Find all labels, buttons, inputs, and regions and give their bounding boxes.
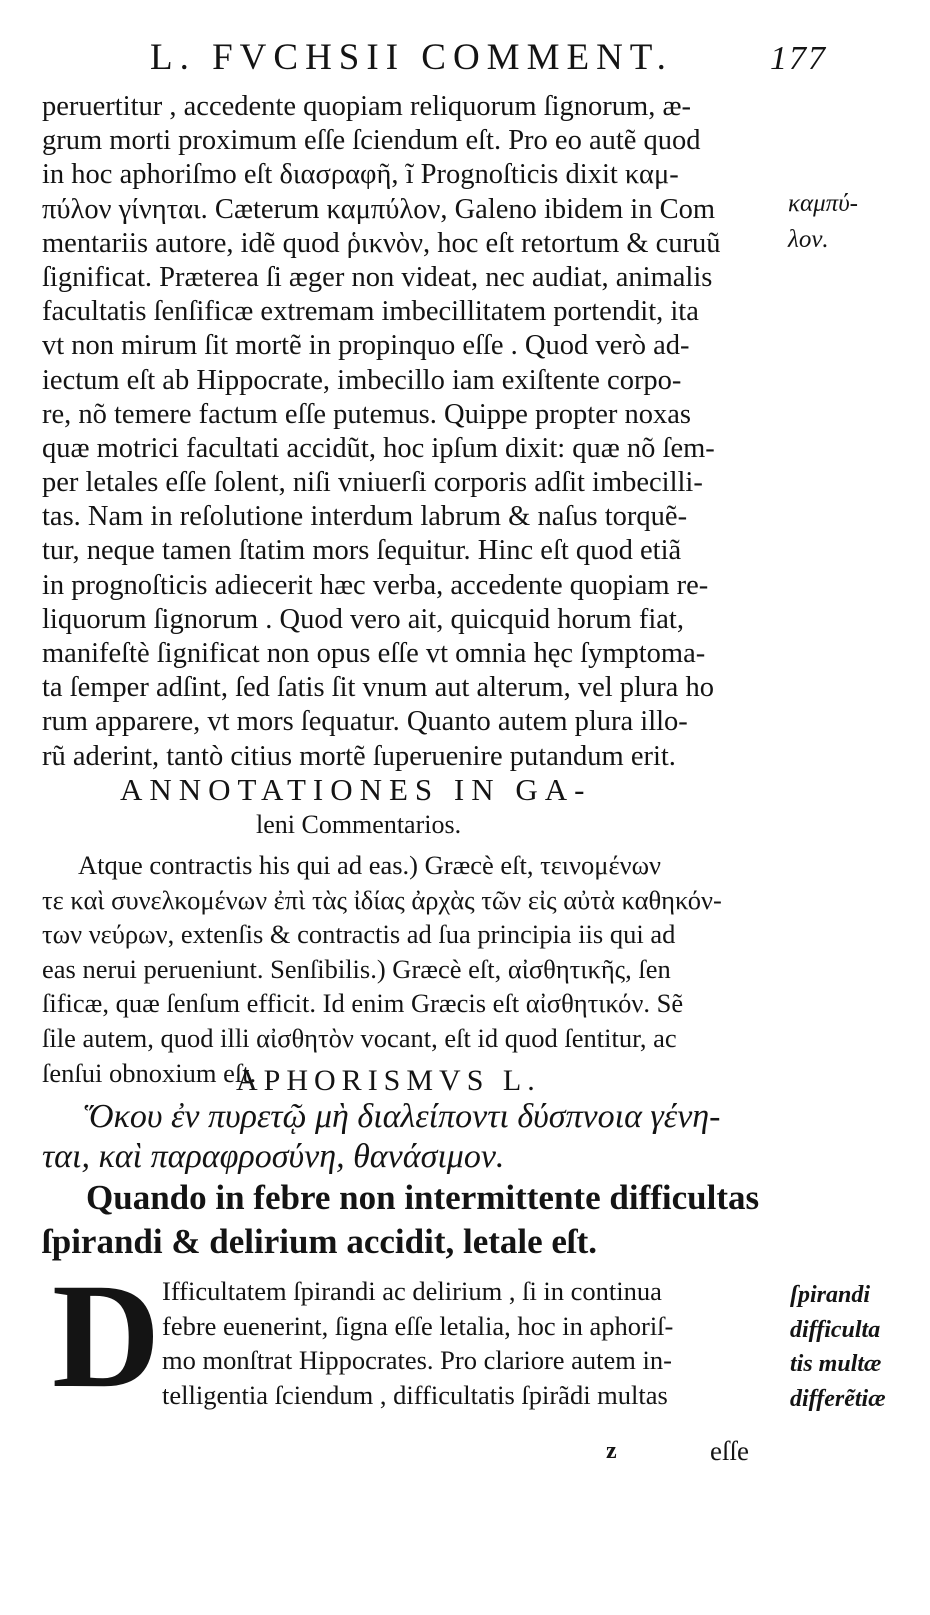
text-line: Atque contractis his qui ad eas.) Græcè eſt, τεινομένων <box>78 850 662 880</box>
margin-line: tis multæ <box>790 1351 882 1377</box>
catchword: eſſe <box>710 1436 749 1466</box>
text-line: ſenſui obnoxium eſt. <box>42 1057 257 1088</box>
aphorism-latin-line: ſpirandi & delirium accidit, letale eſt. <box>42 1222 598 1261</box>
text-line: per letales eſſe ſolent, niſi vniuerſi corporis adſit imbecilli- <box>42 467 703 499</box>
margin-line: ſpirandi <box>790 1282 871 1308</box>
text-line: rum apparere, vt mors ſequatur. Quanto autem plura illo- <box>42 706 688 738</box>
aphorism-latin-line: Quando in febre non intermittente difficultas <box>86 1178 760 1217</box>
text-line: Ifficultatem ſpirandi ac delirium , ſi in continua <box>162 1276 662 1306</box>
margin-line: καμπύ- <box>788 190 858 217</box>
text-line: telligentia ſciendum , difficultatis ſpirãdi multas <box>162 1379 668 1410</box>
text-line: ſile autem, quod illi αἰσθητὸν vocant, eſt id quod ſentitur, ac <box>42 1022 677 1053</box>
text-line: eas nerui perueniunt. Senſibilis.) Græcè eſt, αἰσθητικῆς, ſen <box>42 953 671 984</box>
commentary-text-2 <box>162 1274 762 1412</box>
page-number: 177 <box>770 40 827 77</box>
text-line: των νεύρων, extenſis & contractis ad ſua principia iis qui ad <box>42 919 676 950</box>
text-line: tas. Nam in reſolutione interdum labrum & naſus torquẽ- <box>42 501 688 533</box>
text-line: mentariis autore, idẽ quod ῥικνὸν, hoc eſt retortum & curuũ <box>42 227 721 259</box>
text-line: τε καὶ συνελκομένων ἐπὶ τὰς ἰδίας ἀρχὰς τῶν εἰς αὐτὰ καθηκόν- <box>42 884 722 915</box>
text-line: rũ aderint, tantò citius mortẽ ſuperuenire putandum erit. <box>42 740 676 772</box>
margin-note-latin <box>790 1278 886 1416</box>
running-title: L. FVCHSII COMMENT. <box>150 37 673 78</box>
annotations-heading-cont: leni Commentarios. <box>256 810 462 839</box>
text-line: facultatis ſenſificæ extremam imbecillitatem portendit, ita <box>42 296 699 328</box>
margin-line: difficulta <box>790 1316 881 1343</box>
margin-note-greek <box>788 186 858 258</box>
text-line: vt non mirum ſit mortẽ in propinquo eſſe . Quod verò ad- <box>42 330 690 362</box>
drop-cap: D <box>52 1253 161 1419</box>
text-line: manifeſtè ſignificat non opus eſſe vt omnia hęc ſymptoma- <box>42 638 706 669</box>
text-line: ta ſemper adſint, ſed ſatis ſit vnum aut alterum, vel plura ho <box>42 672 714 704</box>
text-line: mo monſtrat Hippocrates. Pro clariore autem in- <box>162 1345 672 1375</box>
text-line: πύλον γίνηται. Cæterum καμπύλον, Galeno ibidem in Com <box>42 193 716 225</box>
margin-line: λον. <box>788 226 829 253</box>
text-line: ſignificat. Præterea ſi æger non videat, nec audiat, animalis <box>42 261 713 293</box>
text-line: ſificæ, quæ ſenſum efficit. Id enim Græcis eſt αἰσθητικόν. Sẽ <box>42 988 684 1019</box>
aphorism-greek-line: ται, καὶ παραφροσύνη, θανάσιμον. <box>42 1138 505 1175</box>
signature-mark: z <box>606 1438 617 1464</box>
text-line: in prognoſticis adiecerit hæc verba, accedente quopiam re- <box>42 569 709 601</box>
text-line: liquorum ſignorum . Quod vero ait, quicquid horum fiat, <box>42 603 684 635</box>
text-line: re, nõ temere factum eſſe putemus. Quippe propter noxas <box>42 398 691 430</box>
text-line: tur, neque tamen ſtatim mors ſequitur. Hinc eſt quod etiã <box>42 535 682 567</box>
aphorism-greek-line: Ὅκου ἐν πυρετῷ μὴ διαλείποντι δύσπνοια γένη- <box>84 1098 721 1135</box>
text-line: in hoc aphoriſmo eſt διασραφῆ, ĩ Prognoſticis dixit καμ- <box>42 159 679 191</box>
margin-line: differẽtiæ <box>790 1385 886 1412</box>
text-line: quæ motrici facultati accidũt, hoc ipſum dixit: quæ nõ ſem- <box>42 432 715 464</box>
text-line: peruertitur , accedente quopiam reliquorum ſignorum, æ- <box>42 91 691 122</box>
commentary-text <box>42 90 782 774</box>
annotations-heading: ANNOTATIONES IN GA- <box>120 772 592 807</box>
aphorism-heading: APHORISMVS L. <box>236 1064 541 1097</box>
annotations-text <box>42 848 782 1090</box>
text-line: grum morti proximum eſſe ſciendum eſt. Pro eo autẽ quod <box>42 125 701 157</box>
text-line: iectum eſt ab Hippocrate, imbecillo iam exiſtente corpo- <box>42 364 682 396</box>
text-line: febre euenerint, ſigna eſſe letalia, hoc in aphoriſ- <box>162 1310 674 1341</box>
